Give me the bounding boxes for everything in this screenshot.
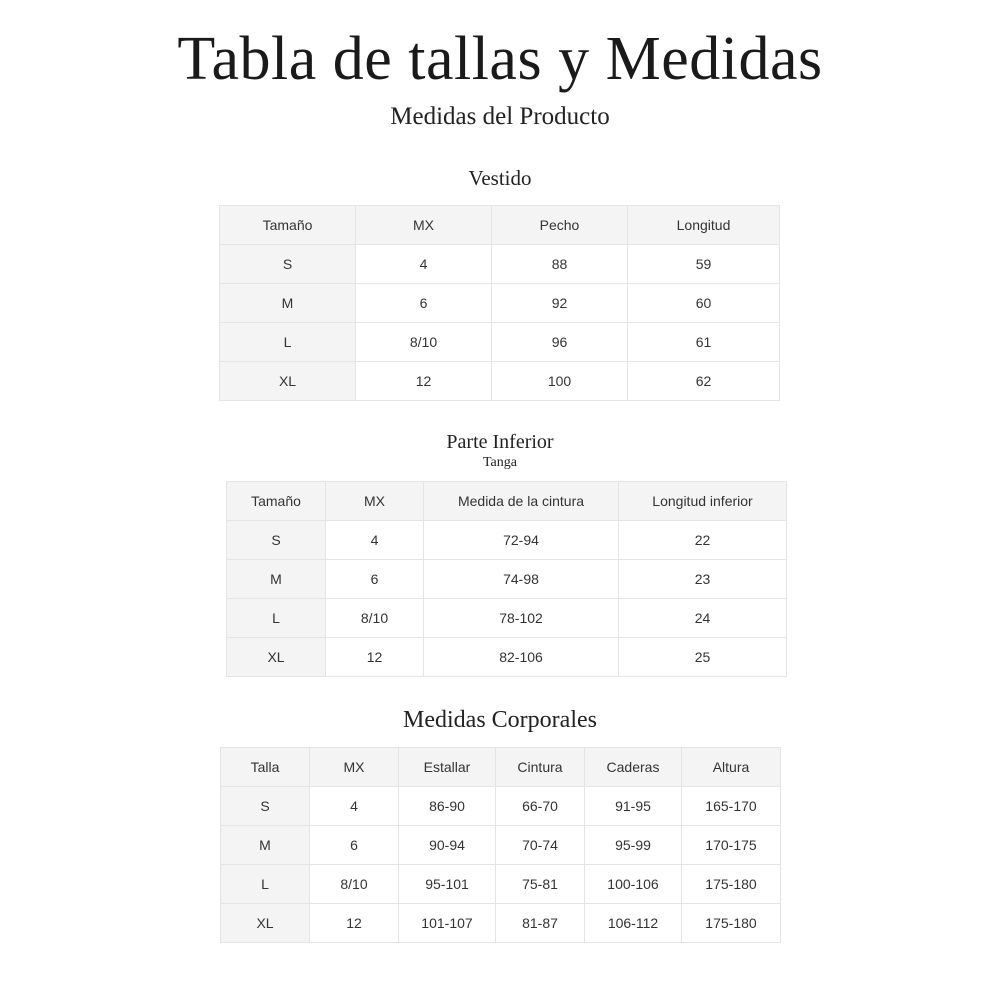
page-subtitle: Medidas del Producto (390, 103, 610, 130)
table-cell: 23 (619, 560, 787, 599)
table-cell: 12 (356, 362, 492, 401)
table-header-row (227, 482, 787, 521)
table-row (221, 787, 781, 826)
table-cell: 175-180 (682, 865, 781, 904)
table-cell: 170-175 (682, 826, 781, 865)
header-cell: Tamaño (220, 206, 356, 245)
header-cell: Caderas (585, 748, 682, 787)
header-cell: Longitud inferior (619, 482, 787, 521)
table-row (220, 284, 780, 323)
size-cell: L (220, 323, 356, 362)
table-cell: 62 (628, 362, 780, 401)
table-cell: 175-180 (682, 904, 781, 943)
table-cell: 78-102 (424, 599, 619, 638)
table-row (227, 638, 787, 677)
table-cell: 82-106 (424, 638, 619, 677)
header-cell: Altura (682, 748, 781, 787)
size-cell: S (227, 521, 326, 560)
header-cell: Talla (221, 748, 310, 787)
inferior-title: Parte Inferior (446, 431, 554, 453)
table-row (227, 560, 787, 599)
table-row (221, 826, 781, 865)
table-cell: 60 (628, 284, 780, 323)
table-row (221, 904, 781, 943)
inferior-subtitle: Tanga (482, 455, 517, 470)
header-cell: Pecho (492, 206, 628, 245)
table-cell: 8/10 (356, 323, 492, 362)
table-cell: 6 (326, 560, 424, 599)
header-cell: Longitud (628, 206, 780, 245)
size-cell: M (227, 560, 326, 599)
size-cell: S (221, 787, 310, 826)
table-row (221, 865, 781, 904)
size-cell: S (220, 245, 356, 284)
page-title: Tabla de tallas y Medidas (177, 25, 823, 93)
table-cell: 92 (492, 284, 628, 323)
size-cell: M (220, 284, 356, 323)
table-cell: 100 (492, 362, 628, 401)
table-cell: 24 (619, 599, 787, 638)
header-cell: Tamaño (227, 482, 326, 521)
table-cell: 74-98 (424, 560, 619, 599)
table-cell: 8/10 (326, 599, 424, 638)
table-cell: 81-87 (496, 904, 585, 943)
table-cell: 4 (326, 521, 424, 560)
header-cell: MX (356, 206, 492, 245)
table-cell: 106-112 (585, 904, 682, 943)
table-cell: 61 (628, 323, 780, 362)
header-cell: MX (310, 748, 399, 787)
size-cell: L (221, 865, 310, 904)
table-cell: 88 (492, 245, 628, 284)
table-row (220, 245, 780, 284)
table-cell: 6 (356, 284, 492, 323)
table-cell: 12 (310, 904, 399, 943)
table-cell: 22 (619, 521, 787, 560)
table-row (220, 323, 780, 362)
size-cell: XL (220, 362, 356, 401)
size-cell: M (221, 826, 310, 865)
table-cell: 95-101 (399, 865, 496, 904)
size-cell: XL (221, 904, 310, 943)
vestido-title: Vestido (468, 166, 532, 190)
table-cell: 90-94 (399, 826, 496, 865)
table-cell: 8/10 (310, 865, 399, 904)
header-cell: Estallar (399, 748, 496, 787)
table-cell: 75-81 (496, 865, 585, 904)
table-cell: 4 (310, 787, 399, 826)
table-cell: 6 (310, 826, 399, 865)
table-row (227, 599, 787, 638)
size-cell: L (227, 599, 326, 638)
corporales-table (220, 747, 781, 943)
table-cell: 91-95 (585, 787, 682, 826)
size-cell: XL (227, 638, 326, 677)
table-header-row (221, 748, 781, 787)
table-cell: 25 (619, 638, 787, 677)
table-cell: 86-90 (399, 787, 496, 826)
table-cell: 96 (492, 323, 628, 362)
header-cell: Cintura (496, 748, 585, 787)
header-cell: MX (326, 482, 424, 521)
corporales-title: Medidas Corporales (403, 707, 597, 733)
table-cell: 66-70 (496, 787, 585, 826)
table-cell: 101-107 (399, 904, 496, 943)
table-cell: 12 (326, 638, 424, 677)
table-row (227, 521, 787, 560)
table-cell: 72-94 (424, 521, 619, 560)
table-row (220, 362, 780, 401)
vestido-table (219, 205, 780, 401)
table-cell: 95-99 (585, 826, 682, 865)
table-cell: 70-74 (496, 826, 585, 865)
table-header-row (220, 206, 780, 245)
table-cell: 100-106 (585, 865, 682, 904)
inferior-table (226, 481, 787, 677)
table-cell: 4 (356, 245, 492, 284)
header-cell: Medida de la cintura (424, 482, 619, 521)
table-cell: 59 (628, 245, 780, 284)
table-cell: 165-170 (682, 787, 781, 826)
